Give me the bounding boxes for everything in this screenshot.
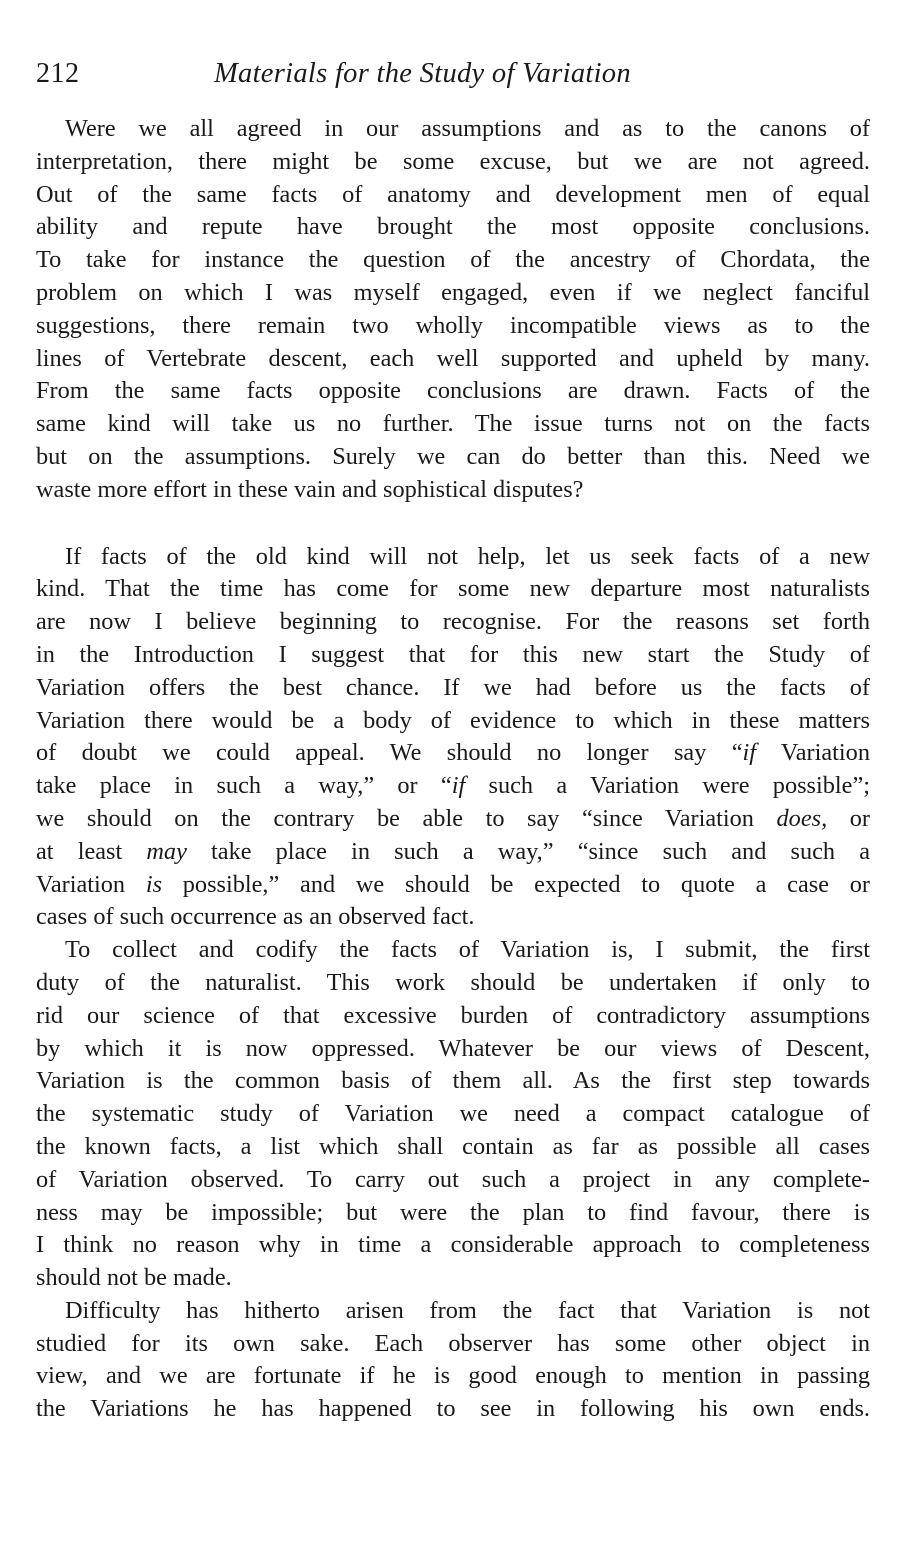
text-line xyxy=(36,737,870,770)
text-line: the known facts, a list which shall contain as far as possible all cases xyxy=(36,1132,870,1160)
text-line: ability and repute have brought the most opposite conclusions. xyxy=(36,213,870,241)
text-line: Variation there would be a body of evidence to which in these matters xyxy=(36,706,870,734)
paragraph-gap xyxy=(36,507,870,541)
text-line: rid our science of that excessive burden of contradictory assumptions xyxy=(36,1001,870,1029)
paragraph-2 xyxy=(36,541,870,935)
text-segment: Variation xyxy=(756,739,870,767)
text-segment: Variation xyxy=(36,870,146,898)
text-line xyxy=(36,803,870,836)
text-line: waste more effort in these vain and sophistical disputes? xyxy=(36,475,584,503)
text-line: I think no reason why in time a considerable approach to completeness xyxy=(36,1231,870,1259)
text-line: From the same facts opposite conclusions are drawn. Facts of the xyxy=(36,377,870,405)
text-line: of Variation observed. To carry out such a project in any complete- xyxy=(36,1165,870,1193)
text-line: To collect and codify the facts of Variation is, I submit, the first xyxy=(65,936,870,964)
italic-word: does, xyxy=(776,804,828,832)
text-line: Variation offers the best chance. If we had before us the facts of xyxy=(36,673,870,701)
text-line: If facts of the old kind will not help, let us seek facts of a new xyxy=(65,542,870,570)
italic-word: if xyxy=(451,772,466,800)
text-line: are now I believe beginning to recognise. For the reasons set forth xyxy=(36,608,870,636)
italic-word: if xyxy=(742,739,757,767)
text-segment: take place in such a way,” or “ xyxy=(36,772,452,800)
running-title: Materials for the Study of Variation xyxy=(214,58,631,89)
italic-word: may xyxy=(146,837,187,865)
running-head xyxy=(36,56,870,96)
text-line: the Variations he has happened to see in following his own ends. xyxy=(36,1395,870,1423)
text-line xyxy=(36,836,870,869)
text-line: suggestions, there remain two wholly incompatible views as to the xyxy=(36,311,870,339)
paragraph-3 xyxy=(36,934,870,1295)
text-line: by which it is now oppressed. Whatever be our views of Descent, xyxy=(36,1034,870,1062)
text-segment: of doubt we could appeal. We should no longer say “ xyxy=(36,739,743,767)
text-line: studied for its own sake. Each observer has some other object in xyxy=(36,1329,870,1357)
text-line: problem on which I was myself engaged, even if we neglect fanciful xyxy=(36,278,870,306)
text-segment: possible,” and we should be expected to quote a case or xyxy=(162,870,870,898)
text-line: Variation is the common basis of them all. As the first step towards xyxy=(36,1067,870,1095)
text-segment: at least xyxy=(36,837,147,865)
text-line: view, and we are fortunate if he is good enough to mention in passing xyxy=(36,1362,870,1390)
italic-word: is xyxy=(145,870,163,898)
text-line: Difficulty has hitherto arisen from the fact that Variation is not xyxy=(65,1296,870,1324)
text-line: Out of the same facts of anatomy and development men of equal xyxy=(36,180,870,208)
body-text xyxy=(36,113,870,1426)
text-line: ness may be impossible; but were the plan to find favour, there is xyxy=(36,1198,870,1226)
paragraph-4 xyxy=(36,1295,870,1426)
text-line: interpretation, there might be some excuse, but we are not agreed. xyxy=(36,147,870,175)
text-line: in the Introduction I suggest that for this new start the Study of xyxy=(36,640,870,668)
text-segment: take place in such a way,” “since such and such a xyxy=(186,837,870,865)
text-segment: or xyxy=(827,804,870,832)
text-line: the systematic study of Variation we need a compact catalogue of xyxy=(36,1100,870,1128)
page xyxy=(36,56,870,1426)
text-line: should not be made. xyxy=(36,1264,232,1292)
text-line: same kind will take us no further. The issue turns not on the facts xyxy=(36,410,870,438)
text-line: kind. That the time has come for some new departure most naturalists xyxy=(36,575,870,603)
text-line: but on the assumptions. Surely we can do better than this. Need we xyxy=(36,442,870,470)
text-segment: such a Variation were possible”; xyxy=(465,772,870,800)
text-line: Were we all agreed in our assumptions and as to the canons of xyxy=(65,115,870,142)
text-line xyxy=(36,869,870,902)
text-line: To take for instance the question of the ancestry of Chordata, the xyxy=(36,246,870,274)
page-number: 212 xyxy=(36,58,80,89)
text-segment: we should on the contrary be able to say “since Variation xyxy=(36,804,777,832)
text-line: cases of such occurrence as an observed fact. xyxy=(36,903,475,931)
text-line xyxy=(36,770,870,803)
text-line: lines of Vertebrate descent, each well supported and upheld by many. xyxy=(36,344,870,372)
text-line: duty of the naturalist. This work should be undertaken if only to xyxy=(36,968,870,996)
paragraph-1 xyxy=(36,113,870,507)
